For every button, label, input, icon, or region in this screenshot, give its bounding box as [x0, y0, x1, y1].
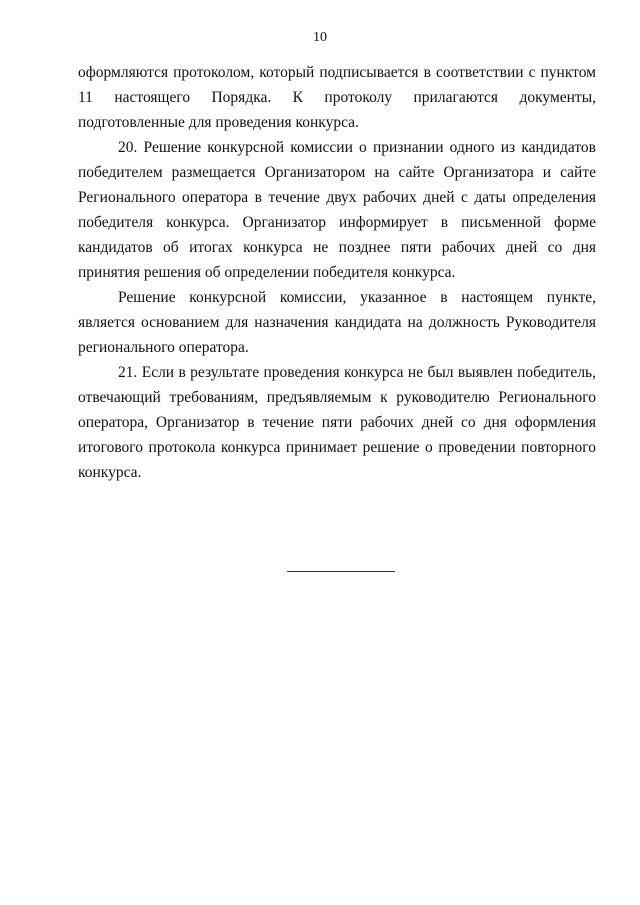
end-separator-line: [287, 571, 395, 572]
paragraph-item-20: 20. Решение конкурсной комиссии о признании одного из кандидатов победителем размещается Организатором на сайте Организатора и сайте Регионального оператора в течение двух рабочих дней с даты определения победителя конкурса. Организатор информирует в письменной форме кандидатов об итогах конкурса не позднее пяти рабочих дней со дня принятия решения об определении победителя конкурса.: [78, 139, 596, 281]
paragraph-continuation: оформляются протоколом, который подписывается в соответствии с пунктом 11 настоящего Порядка. К протоколу прилагаются документы, подготовленные для проведения конкурса.: [78, 64, 596, 131]
paragraph-item-21: 21. Если в результате проведения конкурса не был выявлен победитель, отвечающий требованиям, предъявляемым к руководителю Регионального оператора, Организатор в течение пяти рабочих дней со дня оформления итогового протокола конкурса принимает решение о проведении повторного конкурса.: [78, 364, 596, 481]
paragraph-decision-basis: Решение конкурсной комиссии, указанное в настоящем пункте, является основанием для назначения кандидата на должность Руководителя регионального оператора.: [78, 289, 596, 356]
document-body: [78, 60, 596, 485]
page-number: 10: [313, 30, 327, 45]
